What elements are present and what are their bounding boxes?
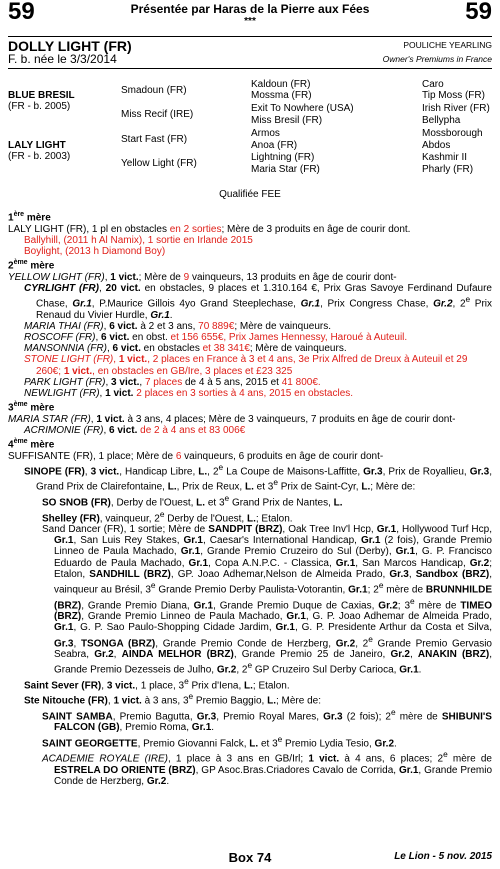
presented-by: Présentée par Haras de la Pierre aux Fées [130,2,370,16]
third-dam-record: MARIA STAR (FR), 1 vict. à 3 ans, 4 places; Mère de 3 vainqueurs, 7 produits en âge de courir dont- [8,413,456,425]
pedigree-g2-8: Maria Star (FR) [251,164,320,175]
header-stars: *** [244,16,256,27]
produce-entry: SO SNOB (FR), Derby de l'Ouest, L. et 3e Grand Prix de Nantes, L. [42,492,343,509]
produce-entry: MARIA THAI (FR), 6 vict. à 2 et 3 ans, 70 889€; Mère de vainqueurs. [24,320,332,332]
produce-entry: STONE LIGHT (FR), 1 vict., 2 places en France à 3 et 4 ans, 3e Prix Alfred de Dreux à Auteuil et 29 260€; 1 vict., en obstacles en GB/Ire, 3 places et £23 325 [24,354,468,377]
pedigree-g3-1: Caro [422,79,444,90]
pedigree-g1-1: Smadoun (FR) [121,85,187,96]
pedigree-g2-7: Lightning (FR) [251,152,315,163]
fourth-dam-record: SUFFISANTE (FR), 1 place; Mère de 6 vainqueurs, 6 produits en âge de courir dont- [8,450,384,462]
header-divider [8,36,492,37]
produce-entry: Ballyhill, (2011 h Al Namix), 1 sortie en Irlande 2015 [24,234,253,246]
produce-entry: SINOPE (FR), 3 vict., Handicap Libre, L., 2e La Coupe de Maisons-Laffitte, Gr.3, Prix de Royallieu, Gr.3, Grand Prix de Clairefontaine, L., Prix de Reux, L. et 3e Prix de Saint-Cyr, L.; Mère de: [24,461,492,493]
pedigree-g2-3: Exit To Nowhere (USA) [251,103,354,114]
pedigree-g3-5: Mossborough [422,128,483,139]
sire-detail: (FR - b. 2005) [8,101,71,112]
produce-entry: Sand Dancer (FR), 1 sortie; Mère de SANDPIT (BRZ), Oak Tree Inv'l Hcp, Gr.1, Hollywood Turf Hcp, Gr.1, San Luis Rey Stakes, Gr.1, Caesar's International Handicap, Gr.1 (2 fois), Grande Premio Linneo de Paula Machado, Gr.1, Grande Premio Cruzeiro do Sul (Derby), Gr.1, G. P. Francisco Eduardo de Paula Machado, Gr.1, Copa A.N.P.C. - Classica, Gr.1, San Marcos Handicap, Gr.2; Etalon, SANDHILL (BRZ), GP. Joao Adhemar,Nelson de Almeida Prado, Gr.3, Sandbox (BRZ), vainqueur au Brésil, 3e Grande Premio Derby Paulista-Votorantin, Gr.1; 2e mère de BRUNNHILDE (BRZ), Grande Premio Diana, Gr.1, Grande Premio Duque de Caxias, Gr.2; 3e mère de TIMEO (BRZ), Grande Premio Linneo de Paula Machado, Gr.1, G. P. Joao Adhemar de Almeida Prado, Gr.1, G. P. Sao Paulo-Shopping Cidade Jardim, Gr.1, G. P. Presidente Arthur da Costa et Silva, Gr.3, TSONGA (BRZ), Grande Premio Conde de Herzberg, Gr.2, 2e Grande Premio Gervasio Seabra, Gr.2, AINDA MELHOR (BRZ), Grande Premio 25 de Janeiro, Gr.2, ANAKIN (BRZ), Grande Premio Dezesseis de Julho, Gr.2, 2e GP Cruzeiro Sul Derby Carioca, Gr.1. [42,524,493,676]
horse-name: DOLLY LIGHT (FR) [8,38,132,54]
produce-entry: CYRLIGHT (FR), 20 vict. en obstacles, 9 places et 1.310.164 €, Prix Gras Savoye Ferdinand Dufaure Chase, Gr.1, P.Maurice Gillois 4yo Grand Steeplechase, Gr.1, Prix Congress Chase, Gr.2, 2e Prix Renaud du Vivier Hurdle, Gr.1. [24,282,492,321]
page-footer [8,850,492,866]
produce-entry: SAINT GEORGETTE, Premio Giovanni Falck, L. et 3e Premio Lydia Tesio, Gr.2. [42,733,397,749]
pedigree-g2-5: Armos [251,128,280,139]
dam-record: LALY LIGHT (FR), 1 pl en obstacles en 2 sorties; Mère de 3 produits en âge de courir dont. [8,223,411,235]
lot-number-left: 59 [8,0,35,25]
produce-entry: ACRIMONIE (FR), 6 vict. de 2 à 4 ans et 83 006€ [24,424,246,436]
pedigree-g3-3: Irish River (FR) [422,103,490,114]
produce-entry: Boylight, (2013 h Diamond Boy) [24,245,166,257]
produce-entry: ROSCOFF (FR), 6 vict. en obst. et 156 655€, Prix James Hennessy, Haroué à Auteuil. [24,332,408,344]
generation-heading: 3ème mère [8,401,55,414]
produce-entry: Shelley (FR), vainqueur, 2e Derby de l'Ouest, L.; Etalon. [42,508,293,524]
pedigree-g3-4: Bellypha [422,115,461,126]
pedigree-g2-2: Mossma (FR) [251,90,312,101]
produce-entry: SAINT SAMBA, Premio Bagutta, Gr.3, Premio Royal Mares, Gr.3 (2 fois); 2e mère de SHIBUNI'S FALCON (GB), Premio Roma, Gr.1. [42,706,492,734]
horse-category: POULICHE YEARLING [403,40,492,50]
pedigree-g3-6: Abdos [422,140,451,151]
second-dam-record: YELLOW LIGHT (FR), 1 vict.; Mère de 9 vainqueurs, 13 produits en âge de courir dont- [8,271,397,283]
horse-birth: F. b. née le 3/3/2014 [8,52,117,66]
lot-number-right: 59 [465,0,492,25]
dam-detail: (FR - b. 2003) [8,151,71,162]
pedigree-g1-4: Yellow Light (FR) [121,158,197,169]
dam-name: LALY LIGHT [8,140,66,151]
produce-entry: Saint Sever (FR), 3 vict., 1 place, 3e Prix d'Iena, L.; Etalon. [24,675,290,692]
page-header [8,0,492,36]
pedigree-g3-8: Pharly (FR) [422,164,474,175]
produce-entry: ACADEMIE ROYALE (IRE), 1 place à 3 ans en GB/Irl; 1 vict. à 4 ans, 6 places; 2e mère de ESTRELA DO ORIENTE (BRZ), GP Asoc.Bras.Criadores Cavalo de Corrida, Gr.1, Grande Premio Conde de Herzberg, Gr.2. [42,749,492,787]
generation-heading: 1ère mère [8,211,51,224]
pedigree-divider [8,68,492,69]
produce-entry: NEWLIGHT (FR), 1 vict. 2 places en 3 sorties à 4 ans, 2015 en obstacles. [24,388,354,400]
pedigree-g2-1: Kaldoun (FR) [251,79,311,90]
sale-venue-date: Le Lion - 5 nov. 2015 [394,851,492,862]
produce-entry: Ste Nitouche (FR), 1 vict. à 3 ans, 3e Premio Baggio, L.; Mère de: [24,691,322,707]
generation-heading: 4ème mère [8,438,55,451]
sire-name: BLUE BRESIL [8,90,75,101]
pedigree-g3-7: Kashmir II [422,152,468,163]
owner-premium-note: Owner's Premiums in France [382,54,492,64]
box-number: Box 74 [228,850,272,865]
generation-heading: 2ème mère [8,259,55,272]
pedigree-g1-2: Miss Recif (IRE) [121,109,194,120]
pedigree-g1-3: Start Fast (FR) [121,134,188,145]
pedigree-g3-2: Tip Moss (FR) [422,90,485,101]
pedigree-g2-6: Anoa (FR) [251,140,298,151]
produce-record [8,209,492,787]
pedigree-g2-4: Miss Bresil (FR) [251,115,323,126]
produce-entry: PARK LIGHT (FR), 3 vict., 7 places de 4 à 5 ans, 2015 et 41 800€. [24,376,321,388]
produce-entry: MANSONNIA (FR), 6 vict. en obstacles et 38 341€; Mère de vainqueurs. [24,343,347,355]
qualified-note: Qualifiée FEE [219,189,281,200]
